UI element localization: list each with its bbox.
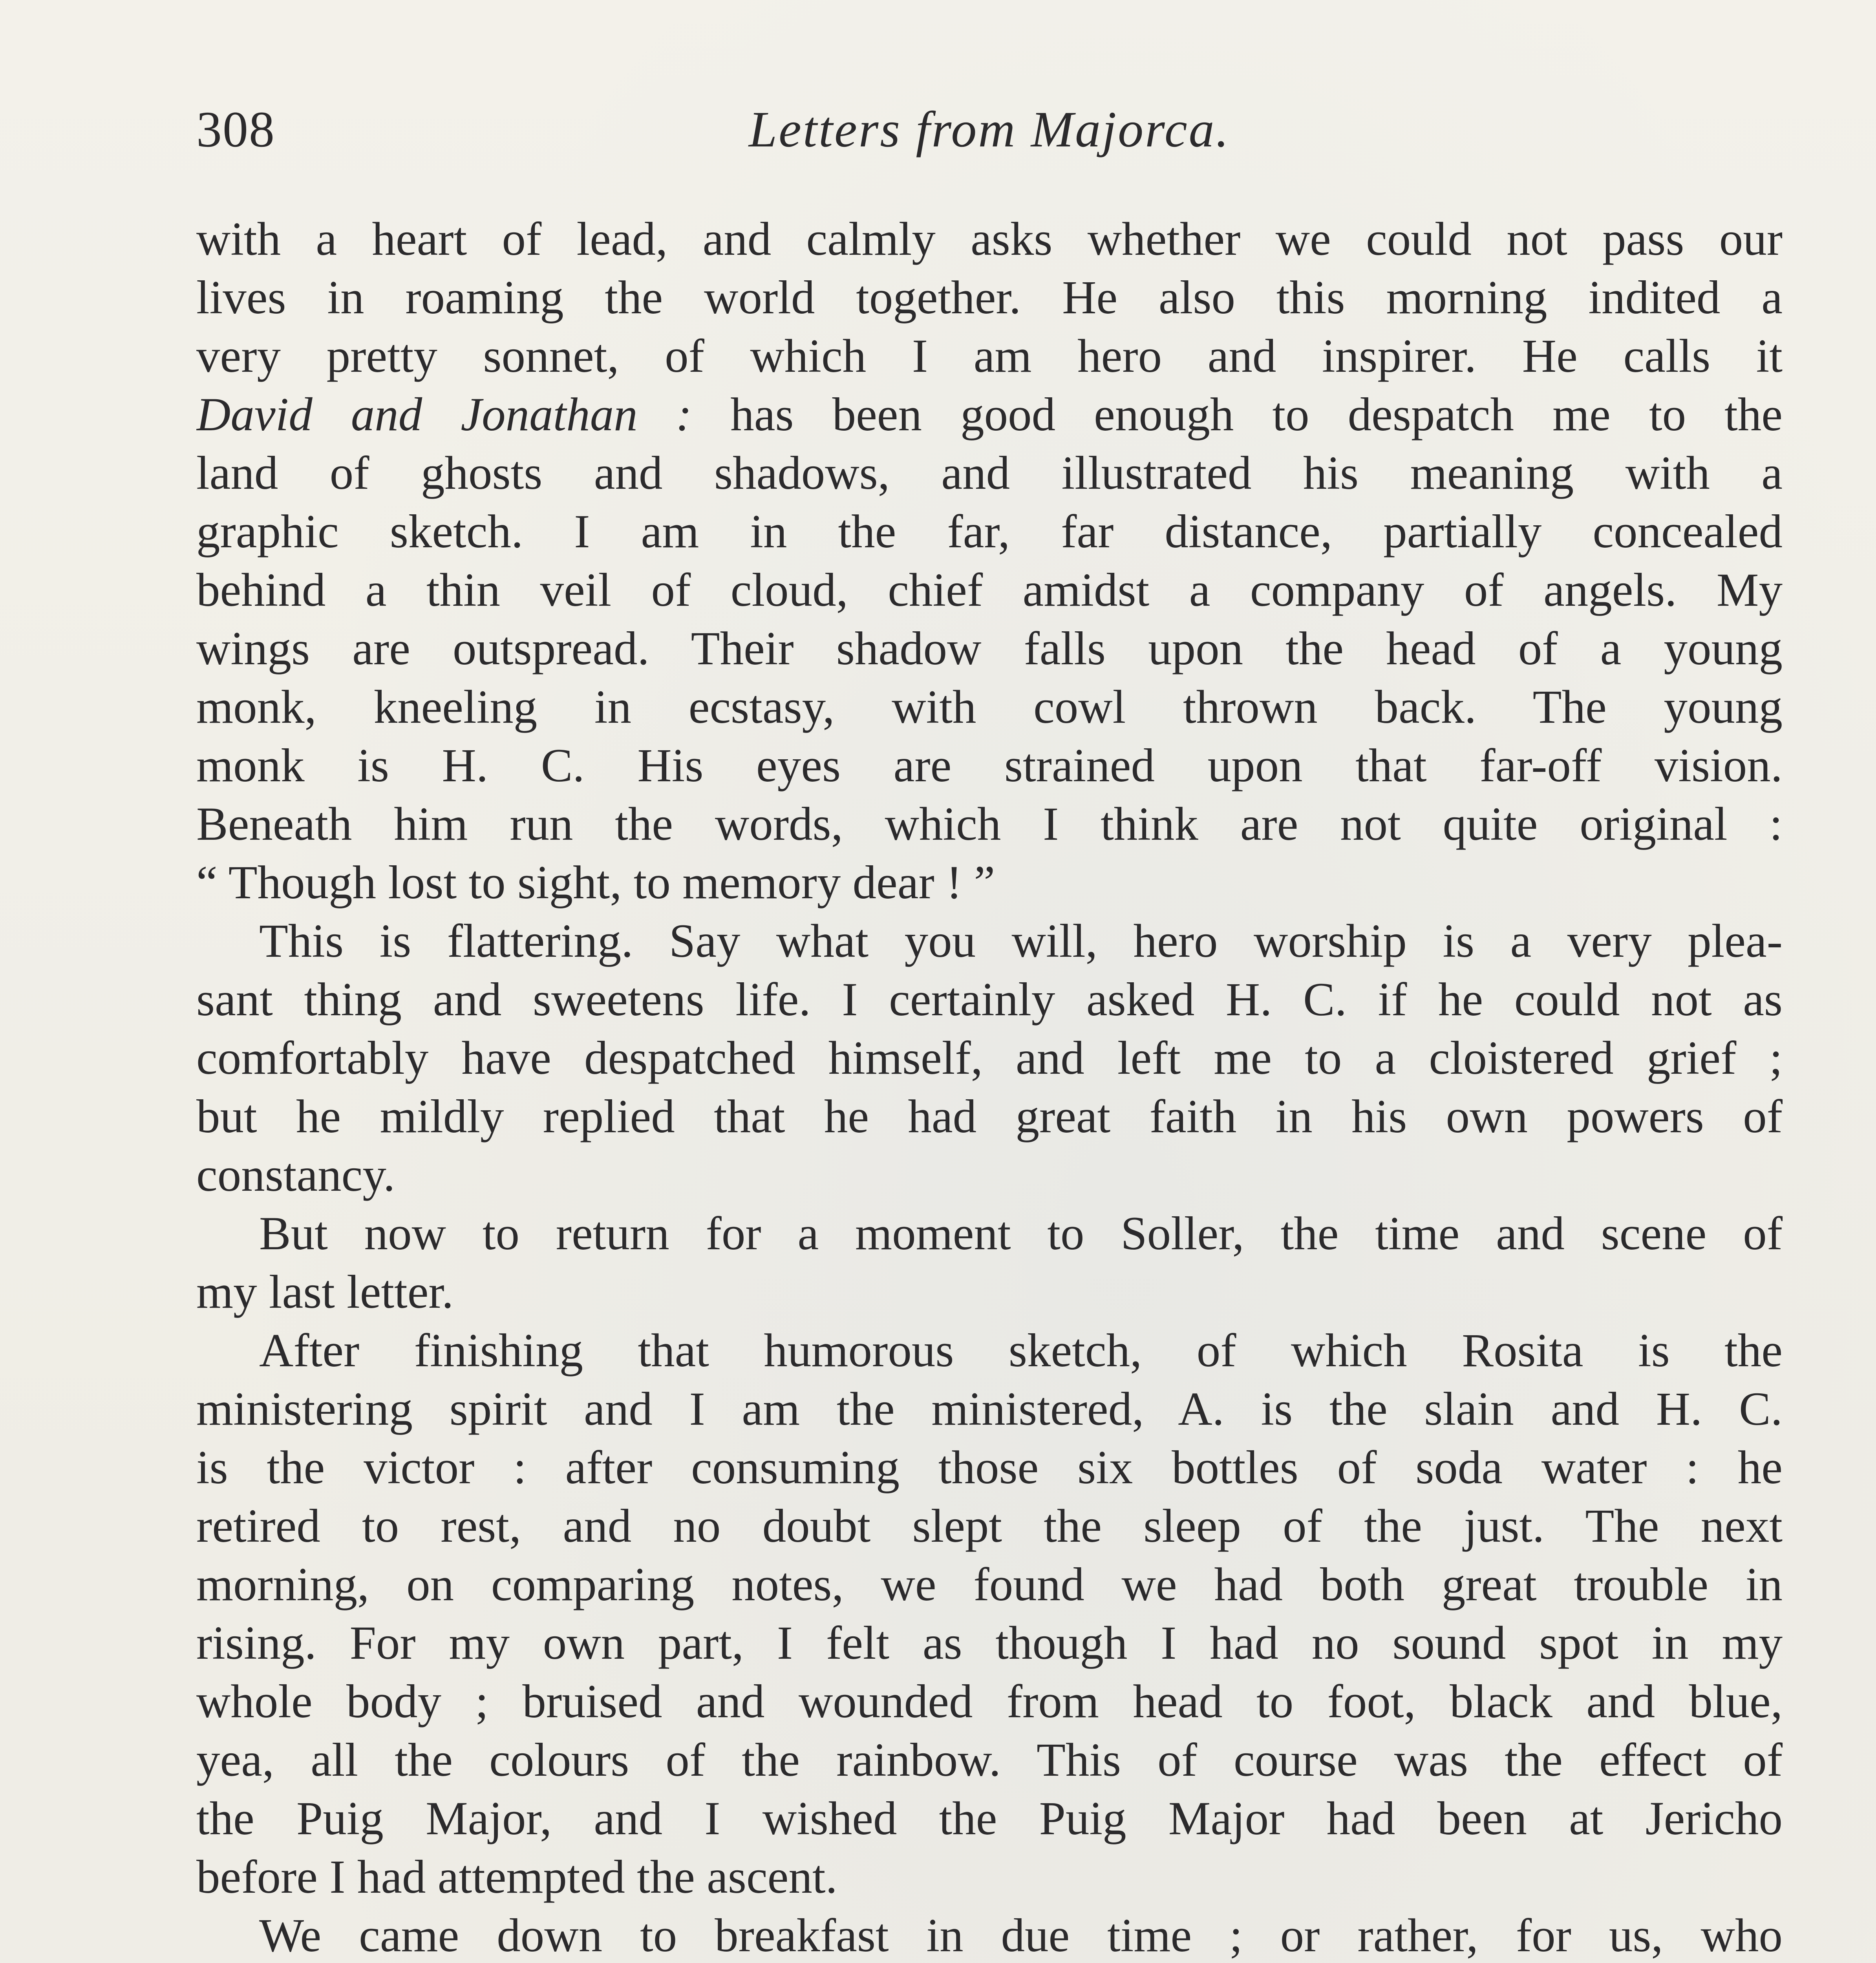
line-text: We came down to breakfast in due time ; or rather, for us, who: [259, 1909, 1783, 1962]
line-text: graphic sketch. I am in the far, far distance, partially concealed: [196, 505, 1783, 558]
line-text: yea, all the colours of the rainbow. This of course was the effect of: [196, 1734, 1783, 1786]
page-number: 308: [196, 101, 275, 158]
text-line: [196, 971, 1783, 1029]
line-text: very pretty sonnet, of which I am hero and inspirer. He calls it: [196, 330, 1783, 382]
line-text: whole body ; bruised and wounded from head to foot, black and blue,: [196, 1675, 1783, 1728]
text-line: [196, 1906, 1783, 1963]
line-text: monk is H. C. His eyes are strained upon that far-off vision.: [196, 739, 1783, 792]
text-line: [196, 1321, 1783, 1380]
text-line: [196, 1380, 1783, 1438]
line-text: has been good enough to despatch me to the: [730, 388, 1783, 441]
text-line: [196, 210, 1783, 269]
text-line: [196, 737, 1783, 795]
text-line: [196, 1672, 1783, 1731]
text-line: [196, 620, 1783, 678]
line-text: with a heart of lead, and calmly asks whether we could not pass our: [196, 213, 1783, 265]
line-text: constancy.: [196, 1149, 395, 1201]
text-line: [196, 854, 1783, 912]
running-head: [196, 94, 1783, 165]
text-line: [196, 1614, 1783, 1672]
text-line: [196, 1789, 1783, 1848]
text-line: [196, 1848, 1783, 1906]
text-line: [196, 561, 1783, 620]
text-line: [196, 678, 1783, 737]
text-line: [196, 1088, 1783, 1146]
italic-title: David and Jonathan :: [196, 388, 692, 441]
line-text: wings are outspread. Their shadow falls upon the head of a young: [196, 622, 1783, 675]
text-line: [196, 1555, 1783, 1614]
line-text: retired to rest, and no doubt slept the sleep of the just. The next: [196, 1500, 1783, 1552]
line-text: is the victor : after consuming those six bottles of soda water : he: [196, 1441, 1783, 1494]
line-text: ministering spirit and I am the ministered, A. is the slain and H. C.: [196, 1383, 1783, 1435]
text-line: [196, 327, 1783, 386]
text-line: [196, 1438, 1783, 1497]
text-line: [196, 269, 1783, 327]
line-text: land of ghosts and shadows, and illustrated his meaning with a: [196, 447, 1783, 499]
text-line: [196, 1029, 1783, 1088]
text-line: [196, 1204, 1783, 1263]
line-text: After finishing that humorous sketch, of which Rosita is the: [259, 1324, 1783, 1377]
text-line: [196, 1146, 1783, 1204]
line-text: morning, on comparing notes, we found we had both great trouble in: [196, 1558, 1783, 1611]
line-text: rising. For my own part, I felt as though I had no sound spot in my: [196, 1617, 1783, 1669]
line-text: but he mildly replied that he had great faith in his own powers of: [196, 1090, 1783, 1143]
line-text: behind a thin veil of cloud, chief amidst a company of angels. My: [196, 564, 1783, 616]
line-text: sant thing and sweetens life. I certainly asked H. C. if he could not as: [196, 973, 1783, 1026]
running-title: Letters from Majorca.: [748, 101, 1231, 158]
text-line: [196, 386, 1783, 444]
line-text: This is flattering. Say what you will, hero worship is a very plea-: [259, 915, 1783, 967]
text-line: [196, 912, 1783, 971]
text-line: [196, 503, 1783, 561]
text-line: [196, 1731, 1783, 1789]
line-text: comfortably have despatched himself, and left me to a cloistered grief ;: [196, 1032, 1783, 1084]
text-line: [196, 795, 1783, 854]
line-text: my last letter.: [196, 1266, 454, 1318]
line-text: lives in roaming the world together. He also this morning indited a: [196, 271, 1783, 324]
line-text: “ Though lost to sight, to memory dear ! ”: [196, 856, 995, 909]
body-text: [196, 210, 1783, 1963]
line-text: before I had attempted the ascent.: [196, 1851, 837, 1903]
line-text: monk, kneeling in ecstasy, with cowl thrown back. The young: [196, 681, 1783, 733]
line-text: Beneath him run the words, which I think are not quite original :: [196, 798, 1783, 850]
line-text: But now to return for a moment to Soller, the time and scene of: [259, 1207, 1783, 1260]
text-line: [196, 1497, 1783, 1555]
text-line: [196, 444, 1783, 503]
text-line: [196, 1263, 1783, 1321]
line-text: the Puig Major, and I wished the Puig Major had been at Jericho: [196, 1792, 1783, 1845]
